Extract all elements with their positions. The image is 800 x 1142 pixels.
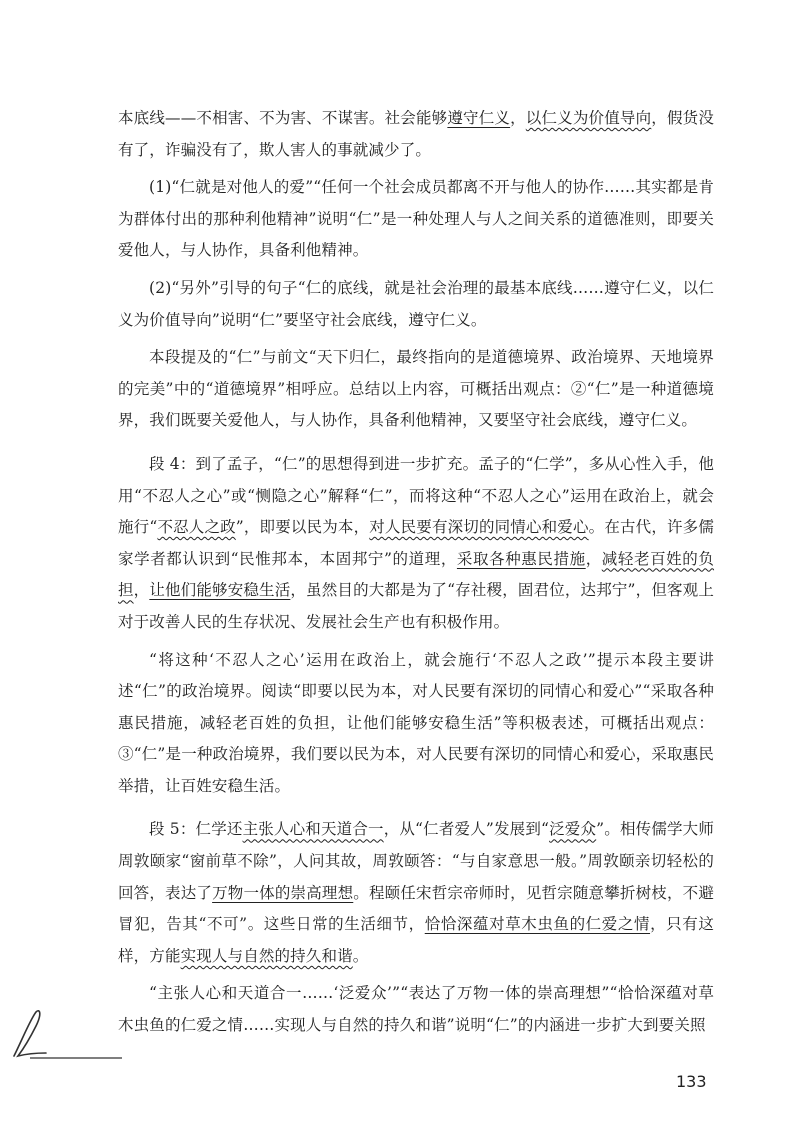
handwritten-mark-icon — [0, 1000, 125, 1070]
text-run: ”，即要以民为本， — [235, 518, 370, 537]
text-run: ，只有这样，方能 — [118, 915, 714, 965]
underlined-phrase: 让他们能够安稳生活 — [149, 581, 291, 600]
text-run: (2)“另外”引导的句子“仁的底线，就是社会治理的最基本底线……遵守仁义，以仁义为价值导向”说明“仁”要坚守社会底线，遵守仁义。 — [118, 278, 714, 329]
text-run: (1)“仁就是对他人的爱”“任何一个社会成员都离不开与他人的协作……其实都是肯为群体付出的那种利他精神”说明“仁”是一种处理人与人之间关系的道德准则，即要关爱他人，与人协作，具备利他精神。 — [118, 178, 714, 260]
underlined-phrase: 主张人心和天道合一 — [242, 820, 384, 839]
underlined-phrase: 以仁义为价值导向 — [525, 109, 652, 127]
page-number: 133 — [676, 1072, 707, 1091]
text-run: 。程颐任宋哲宗帝师时，见哲宗随意攀折树枝，不避冒犯，告其“不可”。这些日常的生活细节， — [118, 883, 714, 934]
underlined-phrase: 采取各种惠民措施 — [456, 549, 586, 568]
paragraph-6 — [118, 814, 714, 972]
underlined-phrase: 泛爱众 — [549, 820, 597, 839]
paragraph-3 — [118, 342, 714, 437]
underlined-phrase: 恰恰深蕴对草木虫鱼的仁爱之情 — [424, 915, 651, 934]
text-run: 段 5：仁学还 — [149, 820, 243, 839]
page-body — [118, 103, 714, 1048]
text-run: ，假货没有了，诈骗没有了，欺人害人的事就减少了。 — [118, 109, 714, 159]
text-run: ”。相传儒学大师周敦颐家“窗前草不除”，人问其故，周敦颐答：“与自家意思一般。”周敦颐亲切轻松的回答，表达了 — [118, 820, 715, 902]
underlined-phrase: 万物一体的崇高理想 — [212, 883, 354, 902]
text-run: 。 — [352, 946, 369, 965]
paragraph-0 — [118, 103, 714, 166]
text-run: ，虽然目的大都是为了“存社稷，固君位，达邦宁”，但客观上对于改善人民的生存状况、发展社会生产也有积极作用。 — [118, 581, 714, 631]
text-run: ，从“仁者爱人”发展到“ — [383, 820, 550, 839]
underlined-phrase: 对人民要有深切的同情心和爱心 — [369, 518, 589, 537]
paragraph-2 — [118, 273, 714, 336]
text-run: “主张人心和天道合一……‘泛爱众’”“表达了万物一体的崇高理想”“恰恰深蕴对草木虫鱼的仁爱之情……实现人与自然的持久和谐”说明“仁”的内涵进一步扩大到要关照 — [118, 984, 714, 1035]
paragraph-7 — [118, 978, 714, 1041]
text-run: 段 4：到了孟子，“仁”的思想得到进一步扩充。孟子的“仁学”，多从心性入手，他用“不忍人之心”或“恻隐之心”解释“仁”，而将这种“不忍人之心”运用在政治上，就会施行“ — [118, 454, 714, 537]
text-run: 本底线——不相害、不为害、不谋害。社会能够 — [118, 109, 448, 127]
paragraph-5 — [118, 645, 714, 803]
paragraph-4 — [118, 449, 714, 639]
text-run: “将这种‘不忍人之心’运用在政治上，就会施行‘不忍人之政’”提示本段主要讲述“仁”的政治境界。阅读“即要以民为本，对人民要有深切的同情心和爱心”“采取各种惠民措施，减轻老百姓的负担，让他们能够安稳生活”等积极表述，可概括出观点：③“仁”是一种政治境界，我们要以民为本，对人民要有深切的同情心和爱心，采取惠民举措，让百姓安稳生活。 — [118, 650, 714, 795]
underlined-phrase: 不忍人之政 — [157, 518, 236, 537]
text-run: ， — [585, 549, 602, 568]
underlined-phrase: 实现人与自然的持久和谐 — [180, 946, 353, 965]
text-run: ， — [510, 109, 526, 127]
text-run: 本段提及的“仁”与前文“天下归仁，最终指向的是道德境界、政治境界、天地境界的完美”中的“道德境界”相呼应。总结以上内容，可概括出观点：②“仁”是一种道德境界，我们既要关爱他人，与人协作，具备利他精神，又要坚守社会底线，遵守仁义。 — [118, 348, 714, 430]
underlined-phrase: 减轻老百姓的负担 — [118, 549, 715, 600]
underlined-phrase: 遵守仁义 — [447, 109, 511, 127]
paragraph-1 — [118, 172, 714, 267]
text-run: ， — [133, 581, 150, 600]
text-run: 。在古代，许多儒家学者都认识到“民惟邦本，本固邦宁”的道理， — [118, 518, 714, 568]
